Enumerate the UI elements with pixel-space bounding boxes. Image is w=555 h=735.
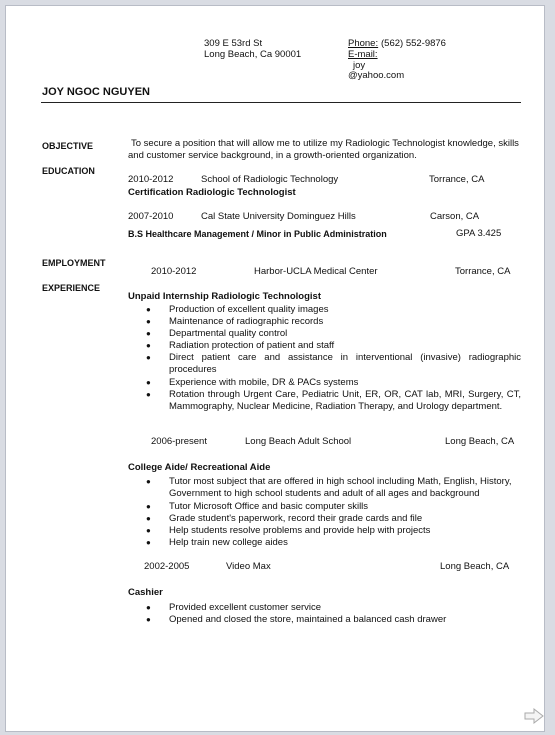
candidate-name: JOY NGOC NGUYEN xyxy=(42,86,150,98)
section-experience: EXPERIENCE xyxy=(42,283,101,293)
edu-years: 2007-2010 xyxy=(128,211,174,222)
edu-degree: Certification Radiologic Technologist xyxy=(128,187,296,198)
job-location: Long Beach, CA xyxy=(440,561,510,572)
job-location: Long Beach, CA xyxy=(445,436,515,447)
email-domain: @yahoo.com xyxy=(348,70,405,81)
job-title: Cashier xyxy=(128,587,163,598)
arrow-right-icon[interactable] xyxy=(524,708,544,724)
job-location: Torrance, CA xyxy=(455,266,511,277)
header-divider xyxy=(41,102,521,103)
email-user: joy xyxy=(353,60,366,71)
objective-text: To secure a position that will allow me to utilize my Radiologic Technologist knowledge, skills and customer service background, in a growth-oriented organization. xyxy=(128,138,519,162)
edu-location: Torrance, CA xyxy=(429,174,485,185)
section-education: EDUCATION xyxy=(42,166,95,176)
job-employer: Long Beach Adult School xyxy=(245,436,352,447)
address-line-2: Long Beach, Ca 90001 xyxy=(204,49,302,60)
phone-label: Phone: xyxy=(348,38,379,49)
resume-page: 309 E 53rd St Long Beach, Ca 90001 Phone: (562) 552-9876 E-mail: joy @yahoo.com JOY NGOC NGUYEN OBJECTIVE EDUCATION EMPLOYMENT EXPERIENCE To secure a position that will allow me to utilize my Radiologic Technologist knowledge, skills and customer service background, in a growth-oriented organization. 2010-2012 School of Radiologic Technology Torrance, CA Certification Radiologic Technologist 2007-2010 Cal State University Dominguez Hills Carson, CA B.S Healthcare Management / Minor in Public Administration GPA 3.425 2010-2012 Harbor-UCLA Medical Center Torrance, CA Unpaid Internship Radiologic Technologist ● Production of excellent quality images ● Maintenance of radiographic records ● Departmental quality control ● Radiation protection of patient and staff ● Direct patient care and assistance in interventional (invasive) radiographic procedures ● Experience with mobile, DR & PACs systems ● Rotation through Urgent Care, Pediatric Unit, ER, OR, CAT lab, MRI, Surgery, CT, Mammography, Nuclear Medicine, Radiation Therapy, and Urology department. 2006-present Long Beach Adult School Long Beach, CA College Aide/ Recreational Aide ● Tutor most subject that are offered in high school including Math, English, History, Government to high school students and adult of all ages and background ● Tutor Microsoft Office and basic computer skills ● Grade student's paperwork, record their grade cards and file ● Help students resolve problems and provide help with projects ● Help train new college aides 2002-2005 Video Max Long Beach, CA Cashier ● Provided excellent customer service ● Opened and closed the store, maintained a balanced cash drawer xyxy=(5,5,545,732)
edu-school: Cal State University Dominguez Hills xyxy=(201,211,356,222)
job-title: College Aide/ Recreational Aide xyxy=(128,462,271,473)
job-title: Unpaid Internship Radiologic Technologist xyxy=(128,291,321,302)
job-years: 2010-2012 xyxy=(151,266,197,277)
edu-gpa: GPA 3.425 xyxy=(456,228,502,239)
edu-degree: B.S Healthcare Management / Minor in Public Administration xyxy=(128,229,387,239)
job-employer: Video Max xyxy=(226,561,271,572)
job-years: 2002-2005 xyxy=(144,561,190,572)
address-line-1: 309 E 53rd St xyxy=(204,38,263,49)
edu-location: Carson, CA xyxy=(430,211,480,222)
edu-school: School of Radiologic Technology xyxy=(201,174,339,185)
job-employer: Harbor-UCLA Medical Center xyxy=(254,266,378,277)
phone-number: (562) 552-9876 xyxy=(381,38,446,49)
section-objective: OBJECTIVE xyxy=(42,141,94,151)
email-label: E-mail: xyxy=(348,49,378,60)
section-employment: EMPLOYMENT xyxy=(42,258,106,268)
edu-years: 2010-2012 xyxy=(128,174,174,185)
job-years: 2006-present xyxy=(151,436,207,447)
